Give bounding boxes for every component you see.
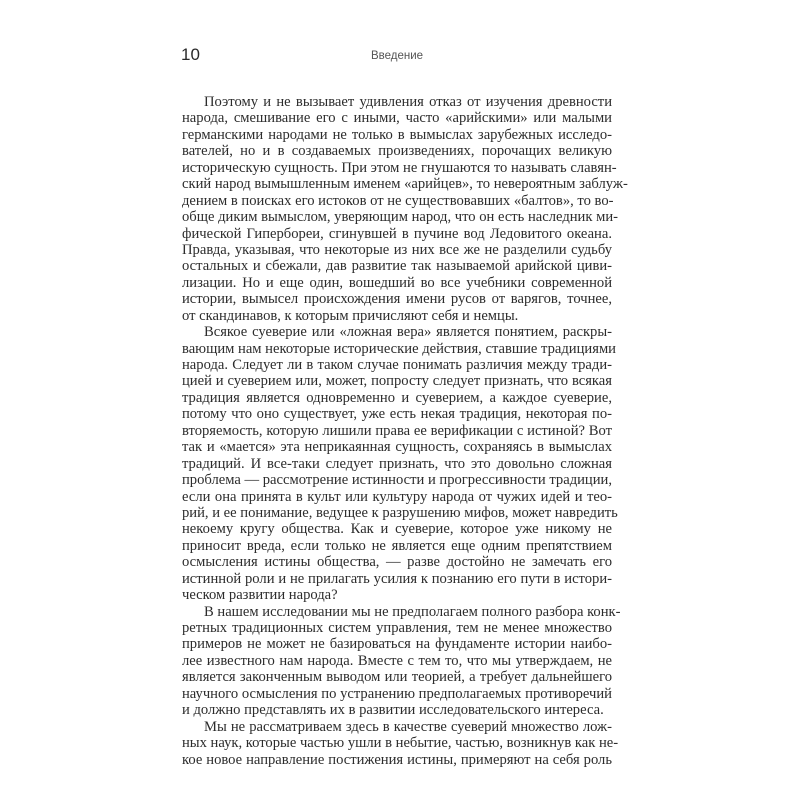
text-line: дением в поисках его истоков от не существовавших «балтов», то во- <box>182 192 614 209</box>
text-line: осмысления истины общества, — разве достойно не замечать его <box>182 554 612 571</box>
text-line: приносит вреда, если только не является еще одним препятствием <box>182 537 612 554</box>
paragraph <box>182 324 618 604</box>
paragraph <box>182 603 621 719</box>
text-line: научного осмысления по устранению предполагаемых противоречий <box>182 685 612 702</box>
text-line: обще диким вымыслом, уверяющим народ, что он есть наследник ми- <box>182 209 619 226</box>
text-line: ский народ вымышленным именем «арийцев», то невероятным заблуж- <box>182 176 628 193</box>
running-head <box>0 50 800 62</box>
text-line: вателей, но и в создаваемых произведениях, порочащих великую <box>182 143 612 160</box>
text-line: лизации. Но и еще один, вошедший во все учебники современной <box>182 274 612 291</box>
text-line: фической Гипербореи, сгинувшей в пучине вод Ледовитого океана. <box>182 225 612 242</box>
text-line: Поэтому и не вызывает удивления отказ от изучения древности <box>204 94 612 110</box>
text-line: Всякое суеверие или «ложная вера» является понятием, раскры- <box>204 324 612 341</box>
text-line: ретных традиционных систем управления, тем не менее множество <box>182 620 612 636</box>
text-line: рий, и ее понимание, ведущее к разрушению мифов, может навредить <box>182 504 618 521</box>
text-line: цией и суеверием или, может, попросту следует признать, что всякая <box>182 373 612 390</box>
text-line: Мы не рассматриваем здесь в качестве суеверий множество лож- <box>204 718 612 735</box>
text-line: вающим нам некоторые исторические действия, ставшие традициями <box>182 340 616 357</box>
body-text <box>182 94 628 768</box>
paragraph <box>182 718 619 768</box>
text-line: ных наук, которые частью ушли в небытие, частью, возникнув как не- <box>182 735 619 752</box>
text-line: истинной роли и не прилагать усилия к познанию его пути в истори- <box>182 570 612 587</box>
text-line: истории, вымысел происхождения имени русов от варягов, точнее, <box>182 291 612 308</box>
text-line: примеров не может не базироваться на фундаменте истории наибо- <box>182 636 612 653</box>
text-line: если она принята в культ или культуру народа от чужих идей и тео- <box>182 488 612 505</box>
text-line: лее известного нам народа. Вместе с тем то, что мы утверждаем, не <box>182 652 612 669</box>
text-line: кое новое направление постижения истины, примеряют на себя роль <box>182 751 612 768</box>
text-line: является законченным выводом или теорией, а требует дальнейшего <box>182 669 612 686</box>
text-line: традиция является одновременно и суеверием, а каждое суеверие, <box>182 389 612 406</box>
running-head-title: Введение <box>370 50 424 62</box>
text-line: Правда, указывая, что некоторые из них все же не разделили судьбу <box>182 241 612 258</box>
text-line: народа, смешивание его с иными, часто «арийскими» или малыми <box>182 110 612 127</box>
text-line: проблема — рассмотрение истинности и прогрессивности традиции, <box>182 472 613 489</box>
text-line: ческом развитии народа? <box>182 587 338 604</box>
text-line: В нашем исследовании мы не предполагаем полного разбора конк- <box>204 603 621 620</box>
text-line: некоему кругу общества. Как и суеверие, которое уже никому не <box>182 521 612 538</box>
text-line: историческую сущность. При этом не гнушаются то называть славян- <box>182 159 617 176</box>
text-line: вторяемость, которую лишили права ее верификации с истиной? Вот <box>182 422 612 439</box>
text-line: традиций. И все-таки следует признать, что это довольно сложная <box>182 455 612 472</box>
text-line: и должно представлять их в развитии исследовательского интереса. <box>182 702 604 719</box>
text-line: так и «мается» эта неприкаянная сущность, сохраняясь в вымыслах <box>182 439 612 456</box>
paragraph <box>182 94 628 324</box>
page-number: 10 <box>181 45 200 64</box>
text-line: остальных и сбежали, дав развитие так называемой арийской циви- <box>182 258 612 275</box>
text-line: потому что оно существует, уже есть некая традиция, некоторая по- <box>182 406 612 423</box>
text-line: германскими народами не только в вымыслах зарубежных исследо- <box>182 126 612 143</box>
text-line: от скандинавов, к которым причисляют себя и немцы. <box>182 307 519 324</box>
text-line: народа. Следует ли в таком случае понимать различия между тради- <box>182 357 612 373</box>
